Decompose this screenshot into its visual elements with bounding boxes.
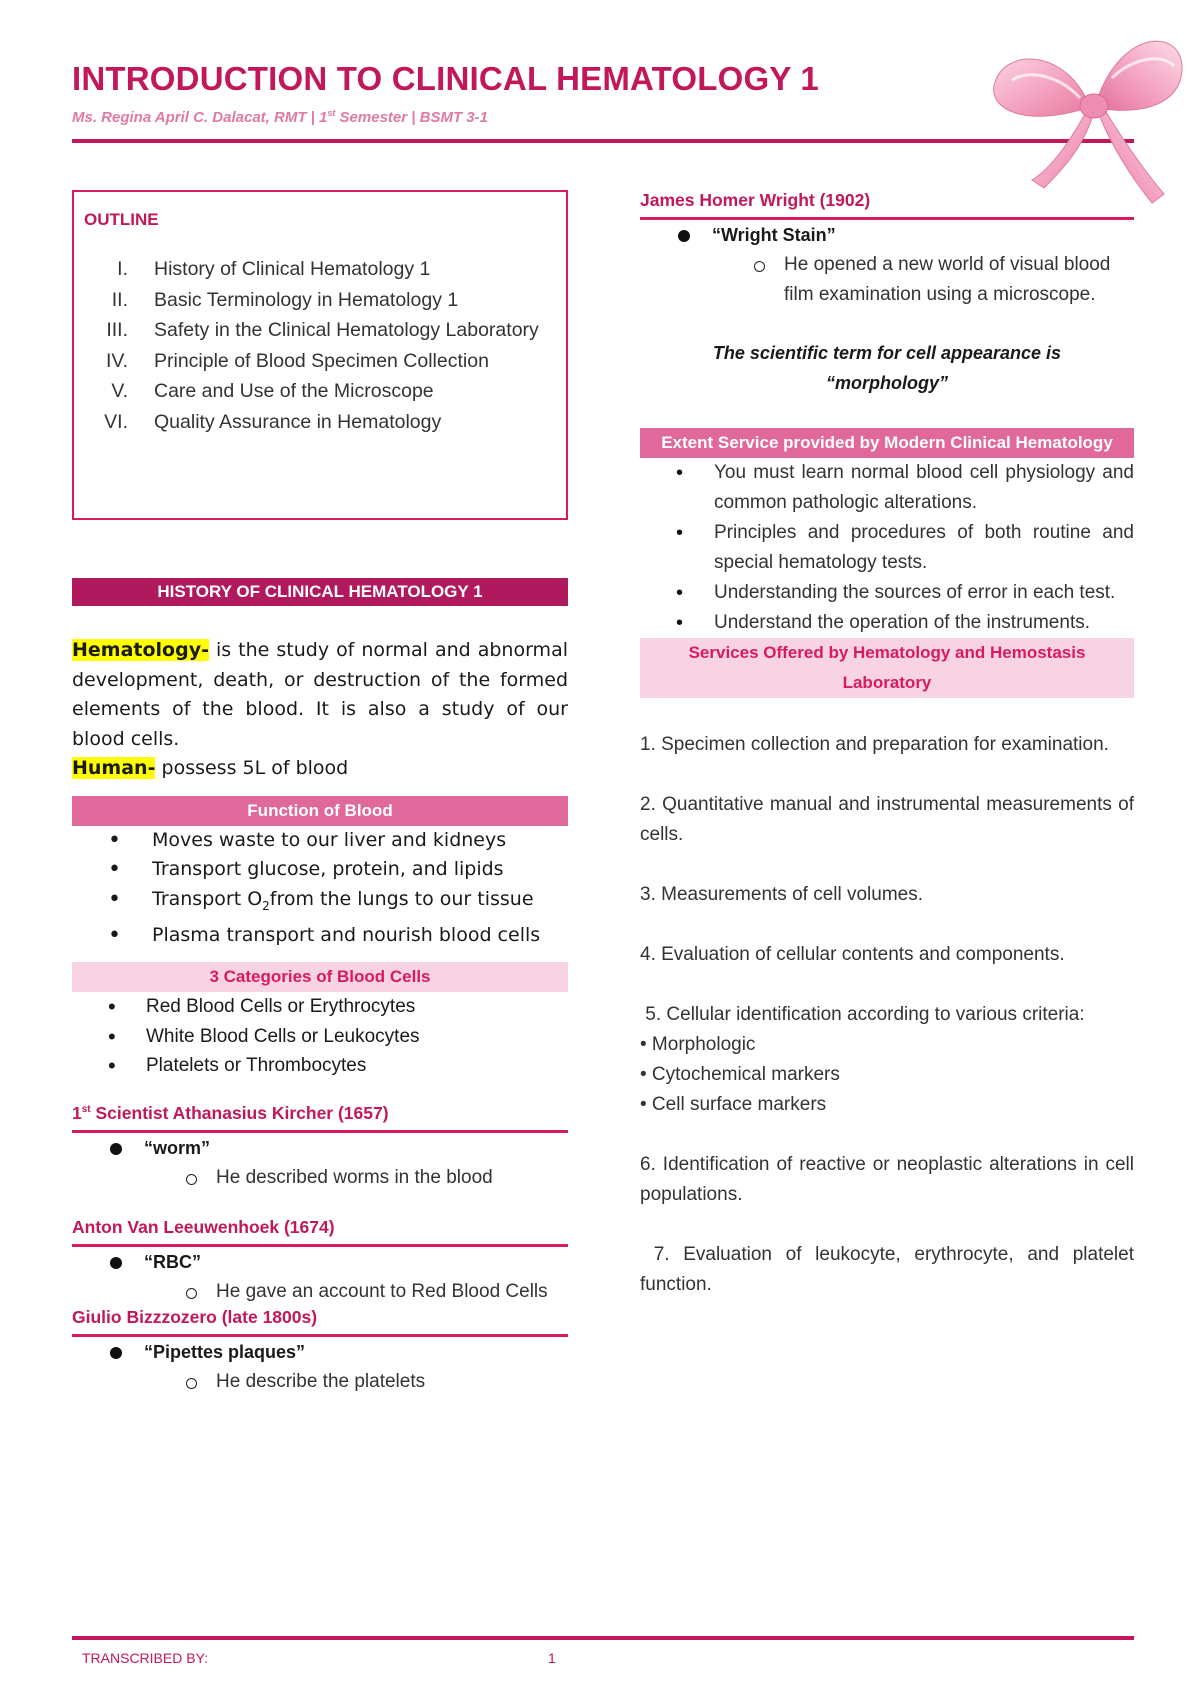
scientist-name: Anton Van Leeuwenhoek (1674)	[72, 1216, 335, 1237]
left-column	[72, 190, 568, 1397]
bullet-circle-icon	[186, 1174, 197, 1185]
scientist-term-text: “Pipettes plaques”	[144, 1341, 306, 1362]
list-item: • Transport glucose, protein, and lipids	[72, 855, 568, 885]
list-item: • White Blood Cells or Leukocytes	[72, 1022, 568, 1052]
scientist-heading	[72, 1103, 568, 1133]
outline-box	[72, 190, 568, 520]
outline-text: Principle of Blood Specimen Collection	[154, 349, 489, 372]
bullet-dot-icon	[110, 1257, 122, 1269]
morphology-line: The scientific term for cell appearance is	[712, 343, 1062, 363]
list-item: • Understand the operation of the instruments.	[640, 608, 1134, 638]
document-title: INTRODUCTION TO CLINICAL HEMATOLOGY 1	[72, 60, 819, 97]
history-heading: HISTORY OF CLINICAL HEMATOLOGY 1	[72, 578, 568, 606]
scientist-ordinal-sup: st	[81, 1103, 91, 1115]
o2-subscript: 2	[262, 898, 270, 913]
scientist-ordinal: 1	[72, 1102, 82, 1123]
pink-bow-icon	[982, 8, 1192, 218]
bullet-dot-icon	[678, 230, 690, 242]
scientist-detail	[72, 1163, 568, 1193]
header-rule	[72, 139, 1134, 143]
outline-number: IV.	[105, 349, 128, 372]
morphology-note	[640, 338, 1134, 398]
bullet-dot-icon	[110, 1143, 122, 1155]
service-item: 7. Evaluation of leukocyte, erythrocyte, and platelet function.	[640, 1244, 1140, 1295]
criteria-item: • Cell surface markers	[640, 1094, 827, 1115]
outline-item	[84, 376, 556, 407]
scientist-name: James Homer Wright (1902)	[640, 190, 871, 210]
scientist-term-text: “RBC”	[144, 1251, 201, 1272]
service-item: 2. Quantitative manual and instrumental measurements of cells.	[640, 794, 1134, 845]
scientist-name: Scientist Athanasius Kircher (1657)	[90, 1102, 389, 1123]
outline-item	[84, 407, 556, 438]
scientist-detail-text: He describe the platelets	[216, 1370, 426, 1392]
list-item	[72, 885, 568, 921]
scientist-heading	[72, 1307, 568, 1337]
outline-item	[84, 315, 556, 346]
extent-heading: Extent Service provided by Modern Clinical Hematology	[640, 428, 1134, 458]
function-of-blood-heading: Function of Blood	[72, 796, 568, 826]
outline-number: VI.	[104, 410, 128, 433]
outline-item	[84, 254, 556, 285]
human-definition	[72, 754, 568, 784]
hematology-def-text: is the study of normal and abnormal development, death, or destruction of the formed elements of the blood. It is also a study of our blood cells.	[72, 639, 568, 750]
service-item: 5. Cellular identification according to various criteria:	[640, 1004, 1085, 1025]
outline-title: OUTLINE	[84, 210, 159, 229]
scientist-term	[640, 220, 1134, 250]
page-number: 1	[548, 1650, 556, 1666]
bullet-circle-icon	[186, 1288, 197, 1299]
hematology-term: Hematology-	[72, 639, 209, 661]
outline-text: Care and Use of the Microscope	[154, 380, 434, 402]
scientist-detail-text: He gave an account to Red Blood Cells	[216, 1280, 548, 1302]
scientist-term-text: “Wright Stain”	[712, 225, 836, 245]
scientist-term	[72, 1247, 568, 1277]
scientist-heading	[72, 1217, 568, 1247]
list-item: • Plasma transport and nourish blood cells	[72, 921, 568, 951]
hematology-definition	[72, 636, 568, 754]
services-heading: Services Offered by Hematology and Hemostasis Laboratory	[640, 638, 1134, 698]
o2-rest: from the lungs to our tissue	[269, 887, 534, 910]
scientist-detail-text: He described worms in the blood	[216, 1166, 493, 1188]
categories-heading: 3 Categories of Blood Cells	[72, 962, 568, 992]
list-item: • Moves waste to our liver and kidneys	[72, 826, 568, 856]
scientist-name: Giulio Bizzzozero (late 1800s)	[72, 1306, 318, 1327]
list-item: • Principles and procedures of both routine and special hematology tests.	[640, 518, 1134, 578]
outline-number: III.	[106, 319, 128, 341]
o2-text: Transport O	[152, 887, 263, 910]
categories-list	[72, 992, 568, 1081]
scientist-detail-text: He opened a new world of visual blood film examination using a microscope.	[784, 254, 1111, 305]
outline-item	[84, 346, 556, 377]
extent-list	[640, 458, 1134, 638]
criteria-item: • Cytochemical markers	[640, 1064, 840, 1085]
scientist-term	[72, 1133, 568, 1163]
outline-number: I.	[117, 258, 128, 280]
services-list	[640, 730, 1140, 1300]
footer-transcribed-by: TRANSCRIBED BY:	[82, 1650, 209, 1666]
outline-text: Safety in the Clinical Hematology Laboratory	[154, 319, 539, 341]
human-term: Human-	[72, 757, 156, 779]
criteria-item: • Morphologic	[640, 1034, 756, 1055]
list-item: • Red Blood Cells or Erythrocytes	[72, 992, 568, 1022]
scientist-term-text: “worm”	[144, 1137, 211, 1158]
service-item: 1. Specimen collection and preparation for examination.	[640, 734, 1109, 755]
scientist-term	[72, 1337, 568, 1367]
scientist-detail	[72, 1277, 568, 1307]
list-item: • Understanding the sources of error in each test.	[640, 578, 1134, 608]
subtitle-superscript: st	[327, 108, 336, 118]
scientist-detail	[72, 1367, 568, 1397]
subtitle-instructor: Ms. Regina April C. Dalacat, RMT | 1	[72, 109, 328, 126]
service-item: 4. Evaluation of cellular contents and components.	[640, 944, 1065, 965]
morphology-term: “morphology”	[826, 373, 948, 393]
outline-item	[84, 285, 556, 316]
bullet-circle-icon	[754, 261, 765, 272]
scientist-detail	[640, 250, 1134, 310]
outline-text: Basic Terminology in Hematology 1	[154, 288, 459, 311]
human-def-text: possess 5L of blood	[155, 757, 349, 779]
service-item: 3. Measurements of cell volumes.	[640, 884, 924, 905]
function-of-blood-list	[72, 826, 568, 951]
service-item: 6. Identification of reactive or neoplastic alterations in cell populations.	[640, 1154, 1134, 1205]
bullet-circle-icon	[186, 1378, 197, 1389]
scientist-heading	[640, 190, 1134, 220]
right-column	[640, 190, 1140, 1330]
list-item: • Platelets or Thrombocytes	[72, 1051, 568, 1081]
outline-text: Quality Assurance in Hematology	[154, 410, 442, 433]
outline-text: History of Clinical Hematology 1	[154, 258, 431, 280]
outline-number: V.	[111, 380, 128, 402]
footer-rule	[72, 1636, 1134, 1640]
outline-number: II.	[111, 288, 128, 311]
subtitle-semester: Semester | BSMT 3-1	[335, 109, 488, 126]
document-subtitle	[72, 108, 488, 126]
bullet-dot-icon	[110, 1347, 122, 1359]
list-item: • You must learn normal blood cell physiology and common pathologic alterations.	[640, 458, 1134, 518]
